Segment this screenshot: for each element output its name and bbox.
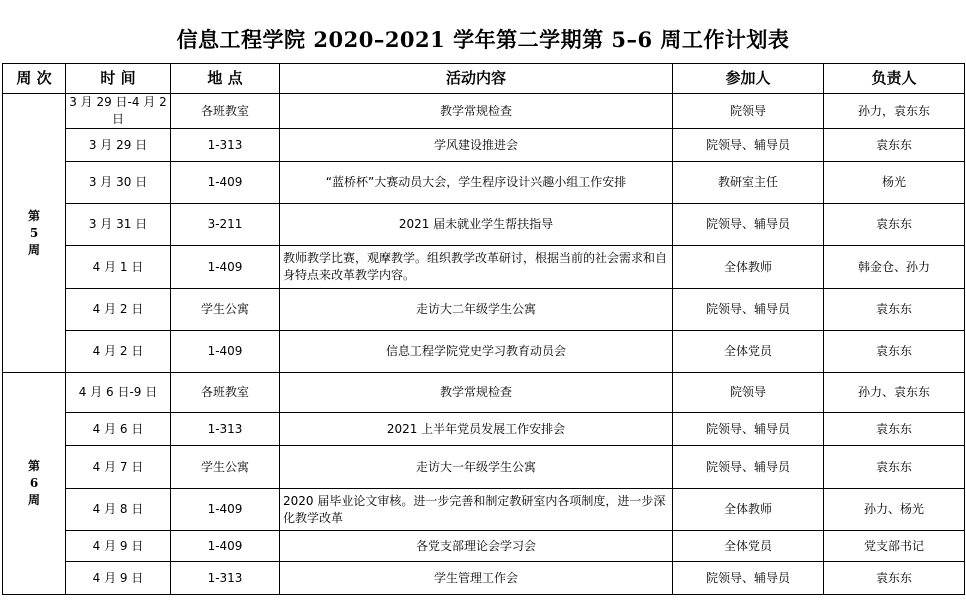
week-5-label: 第 5 周 bbox=[3, 94, 66, 373]
responsible-cell: 党支部书记 bbox=[824, 531, 965, 562]
time-cell: 4 月 2 日 bbox=[66, 289, 171, 331]
table-row bbox=[3, 531, 965, 562]
responsible-cell: 韩金仓、孙力 bbox=[824, 246, 965, 289]
time-cell: 4 月 6 日 bbox=[66, 413, 171, 446]
content-cell: 2020 届毕业论文审核。进一步完善和制定教研室内各项制度，进一步深化教学改革 bbox=[280, 489, 673, 531]
header-time: 时 间 bbox=[66, 64, 171, 94]
table-row bbox=[3, 489, 965, 531]
place-cell: 3-211 bbox=[171, 204, 280, 246]
time-cell: 4 月 6 日-9 日 bbox=[66, 373, 171, 413]
time-cell: 4 月 1 日 bbox=[66, 246, 171, 289]
content-cell: 教学常规检查 bbox=[280, 94, 673, 129]
participants-cell: 院领导、辅导员 bbox=[673, 446, 824, 489]
header-participants: 参加人 bbox=[673, 64, 824, 94]
content-cell: 走访大二年级学生公寓 bbox=[280, 289, 673, 331]
participants-cell: 院领导、辅导员 bbox=[673, 562, 824, 595]
time-cell: 3 月 29 日-4 月 2 日 bbox=[66, 94, 171, 129]
responsible-cell: 袁东东 bbox=[824, 331, 965, 373]
responsible-cell: 袁东东 bbox=[824, 562, 965, 595]
table-row bbox=[3, 94, 965, 129]
content-cell: 教学常规检查 bbox=[280, 373, 673, 413]
table-row bbox=[3, 562, 965, 595]
time-cell: 4 月 9 日 bbox=[66, 531, 171, 562]
participants-cell: 全体党员 bbox=[673, 331, 824, 373]
time-cell: 4 月 2 日 bbox=[66, 331, 171, 373]
table-row bbox=[3, 289, 965, 331]
header-content: 活动内容 bbox=[280, 64, 673, 94]
work-plan-table bbox=[2, 63, 965, 595]
content-cell: 信息工程学院党史学习教育动员会 bbox=[280, 331, 673, 373]
place-cell: 1-313 bbox=[171, 129, 280, 162]
place-cell: 学生公寓 bbox=[171, 289, 280, 331]
place-cell: 各班教室 bbox=[171, 94, 280, 129]
table-row bbox=[3, 162, 965, 204]
table-row bbox=[3, 246, 965, 289]
participants-cell: 院领导 bbox=[673, 373, 824, 413]
place-cell: 1-409 bbox=[171, 162, 280, 204]
time-cell: 4 月 8 日 bbox=[66, 489, 171, 531]
time-cell: 4 月 7 日 bbox=[66, 446, 171, 489]
participants-cell: 院领导、辅导员 bbox=[673, 413, 824, 446]
participants-cell: 院领导、辅导员 bbox=[673, 289, 824, 331]
table-row bbox=[3, 373, 965, 413]
table-row bbox=[3, 413, 965, 446]
participants-cell: 全体教师 bbox=[673, 246, 824, 289]
time-cell: 3 月 29 日 bbox=[66, 129, 171, 162]
participants-cell: 教研室主任 bbox=[673, 162, 824, 204]
place-cell: 1-409 bbox=[171, 489, 280, 531]
participants-cell: 全体教师 bbox=[673, 489, 824, 531]
time-cell: 3 月 30 日 bbox=[66, 162, 171, 204]
responsible-cell: 孙力、袁东东 bbox=[824, 373, 965, 413]
content-cell: 教师教学比赛，观摩教学。组织教学改革研讨，根据当前的社会需求和自身特点来改革教学内容。 bbox=[280, 246, 673, 289]
responsible-cell: 袁东东 bbox=[824, 413, 965, 446]
header-week: 周 次 bbox=[3, 64, 66, 94]
table-row bbox=[3, 331, 965, 373]
content-cell: 2021 上半年党员发展工作安排会 bbox=[280, 413, 673, 446]
table-row bbox=[3, 446, 965, 489]
participants-cell: 院领导、辅导员 bbox=[673, 129, 824, 162]
responsible-cell: 杨光 bbox=[824, 162, 965, 204]
week-6-label: 第 6 周 bbox=[3, 373, 66, 595]
responsible-cell: 袁东东 bbox=[824, 204, 965, 246]
content-cell: 2021 届未就业学生帮扶指导 bbox=[280, 204, 673, 246]
responsible-cell: 袁东东 bbox=[824, 129, 965, 162]
content-cell: 学生管理工作会 bbox=[280, 562, 673, 595]
content-cell: 各党支部理论会学习会 bbox=[280, 531, 673, 562]
place-cell: 1-409 bbox=[171, 331, 280, 373]
place-cell: 1-313 bbox=[171, 413, 280, 446]
place-cell: 各班教室 bbox=[171, 373, 280, 413]
page-title: 信息工程学院 2020–2021 学年第二学期第 5–6 周工作计划表 bbox=[176, 27, 790, 52]
content-cell: 走访大一年级学生公寓 bbox=[280, 446, 673, 489]
place-cell: 学生公寓 bbox=[171, 446, 280, 489]
table-header-row bbox=[3, 64, 965, 94]
place-cell: 1-409 bbox=[171, 531, 280, 562]
responsible-cell: 袁东东 bbox=[824, 446, 965, 489]
responsible-cell: 孙力、杨光 bbox=[824, 489, 965, 531]
header-responsible: 负责人 bbox=[824, 64, 965, 94]
responsible-cell: 袁东东 bbox=[824, 289, 965, 331]
time-cell: 4 月 9 日 bbox=[66, 562, 171, 595]
table-row bbox=[3, 204, 965, 246]
time-cell: 3 月 31 日 bbox=[66, 204, 171, 246]
participants-cell: 院领导 bbox=[673, 94, 824, 129]
participants-cell: 全体党员 bbox=[673, 531, 824, 562]
responsible-cell: 孙力，袁东东 bbox=[824, 94, 965, 129]
header-place: 地 点 bbox=[171, 64, 280, 94]
content-cell: “蓝桥杯”大赛动员大会，学生程序设计兴趣小组工作安排 bbox=[280, 162, 673, 204]
table-row bbox=[3, 129, 965, 162]
place-cell: 1-409 bbox=[171, 246, 280, 289]
place-cell: 1-313 bbox=[171, 562, 280, 595]
participants-cell: 院领导、辅导员 bbox=[673, 204, 824, 246]
content-cell: 学风建设推进会 bbox=[280, 129, 673, 162]
